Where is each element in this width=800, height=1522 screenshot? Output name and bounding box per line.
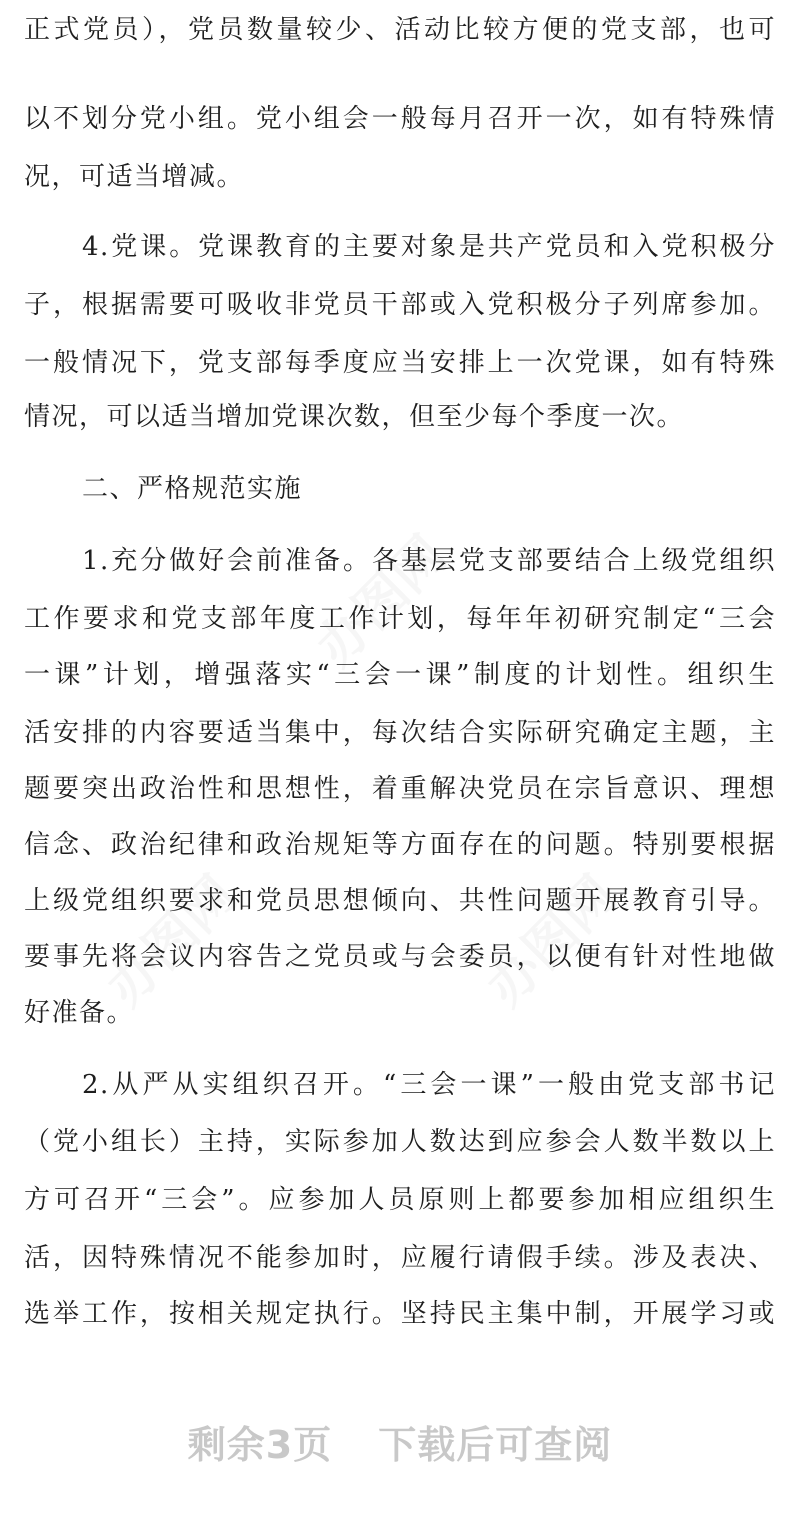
paragraph-line: 以不划分党小组。党小组会一般每月召开一次，如有特殊情 xyxy=(24,104,776,134)
paragraph-line: 一课”计划，增强落实“三会一课”制度的计划性。组织生 xyxy=(24,660,776,690)
paragraph-line: 正式党员），党员数量较少、活动比较方便的党支部，也可 xyxy=(24,15,776,45)
paragraph-line: 题要突出政治性和思想性，着重解决党员在宗旨意识、理想 xyxy=(24,774,776,804)
remaining-pages-label: 剩余3页 xyxy=(187,1423,333,1467)
paragraph-line: 上级党组织要求和党员思想倾向、共性问题开展教育引导。 xyxy=(24,886,776,916)
watermark: 办图网 xyxy=(95,865,249,1018)
paragraph-line: 活，因特殊情况不能参加时，应履行请假手续。涉及表决、 xyxy=(24,1243,776,1273)
paragraph-line: 情况，可以适当增加党课次数，但至少每个季度一次。 xyxy=(24,402,685,432)
paragraph-line: 工作要求和党支部年度工作计划，每年年初研究制定“三会 xyxy=(24,604,776,634)
watermark: 办图网 xyxy=(475,865,629,1018)
download-to-view-label: 下载后可查阅 xyxy=(378,1423,613,1467)
paragraph-line: 好准备。 xyxy=(24,998,135,1028)
paragraph-line: 况，可适当增减。 xyxy=(24,162,245,192)
paragraph-line: 方可召开“三会”。应参加人员原则上都要参加相应组织生 xyxy=(24,1185,776,1215)
paragraph-line: 1.充分做好会前准备。各基层党支部要结合上级党组织 xyxy=(82,546,776,576)
paragraph-line: 4.党课。党课教育的主要对象是共产党员和入党积极分 xyxy=(82,232,776,262)
paragraph-line: 要事先将会议内容告之党员或与会委员，以便有针对性地做 xyxy=(24,942,776,972)
paragraph-line: 信念、政治纪律和政治规矩等方面存在的问题。特别要根据 xyxy=(24,830,776,860)
paragraph-line: 2.从严从实组织召开。“三会一课”一般由党支部书记 xyxy=(82,1070,776,1100)
download-prompt[interactable] xyxy=(0,1418,800,1472)
watermark: 办图网 xyxy=(305,525,459,678)
paragraph-line: 活安排的内容要适当集中，每次结合实际研究确定主题，主 xyxy=(24,718,776,748)
paragraph-line: （党小组长）主持，实际参加人数达到应参会人数半数以上 xyxy=(24,1127,776,1157)
paragraph-line: 一般情况下，党支部每季度应当安排上一次党课，如有特殊 xyxy=(24,348,776,378)
section-heading: 二、严格规范实施 xyxy=(82,474,303,504)
paragraph-line: 子，根据需要可吸收非党员干部或入党积极分子列席参加。 xyxy=(24,290,776,320)
paragraph-line: 选举工作，按相关规定执行。坚持民主集中制，开展学习或 xyxy=(24,1299,776,1329)
